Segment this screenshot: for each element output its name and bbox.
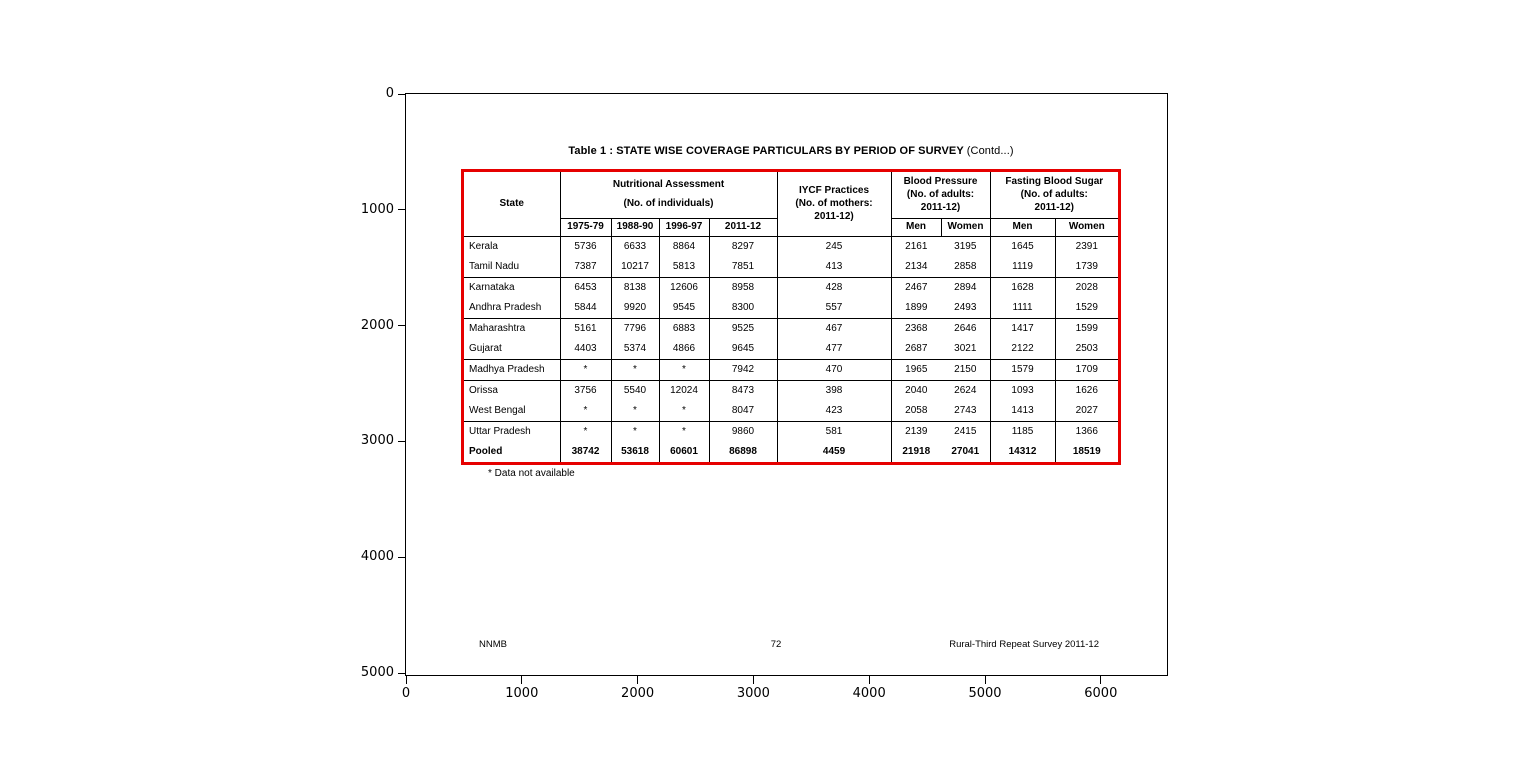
- value-cell: *: [611, 401, 659, 422]
- value-cell: 1413: [990, 401, 1055, 422]
- value-cell: 2493: [941, 298, 990, 319]
- value-cell: 9920: [611, 298, 659, 319]
- value-cell: 2624: [941, 380, 990, 401]
- footer-page-number: 72: [770, 639, 782, 650]
- value-cell: 1645: [990, 236, 1055, 257]
- table-row: [464, 257, 1118, 278]
- value-cell: 2134: [891, 257, 941, 278]
- x-tick-mark: [753, 676, 754, 684]
- y-tick-mark: [398, 209, 405, 210]
- plot-area: [360, 86, 1168, 701]
- value-cell: 413: [777, 257, 891, 278]
- col-header-fbs-women: Women: [1055, 218, 1118, 236]
- value-cell: 557: [777, 298, 891, 319]
- value-cell: 2161: [891, 236, 941, 257]
- col-header-blood-pressure: [891, 172, 990, 218]
- fbs-line2: (No. of adults:: [1020, 189, 1088, 201]
- x-tick-label: 2000: [621, 686, 655, 701]
- value-cell: 53618: [611, 442, 659, 462]
- value-cell: 2467: [891, 277, 941, 298]
- col-header-1996-97: 1996-97: [659, 218, 709, 236]
- table-row: [464, 318, 1118, 339]
- bp-line3: 2011-12): [920, 202, 961, 214]
- state-cell: Gujarat: [464, 339, 560, 360]
- y-tick-label: 5000: [360, 665, 394, 680]
- value-cell: *: [659, 401, 709, 422]
- value-cell: 9645: [709, 339, 777, 360]
- value-cell: 2391: [1055, 236, 1118, 257]
- iycf-line2: (No. of mothers:: [795, 198, 873, 210]
- col-header-fasting-blood-sugar: [990, 172, 1118, 218]
- value-cell: 5844: [560, 298, 611, 319]
- value-cell: 8473: [709, 380, 777, 401]
- x-tick-label: 4000: [852, 686, 886, 701]
- col-header-2011-12: 2011-12: [709, 218, 777, 236]
- y-tick-label: 0: [385, 86, 394, 101]
- value-cell: 9860: [709, 421, 777, 442]
- value-cell: *: [611, 359, 659, 380]
- table-row: [464, 401, 1118, 422]
- value-cell: 8297: [709, 236, 777, 257]
- value-cell: 3021: [941, 339, 990, 360]
- value-cell: 8864: [659, 236, 709, 257]
- value-cell: 1093: [990, 380, 1055, 401]
- value-cell: 12024: [659, 380, 709, 401]
- footer-survey-name: Rural-Third Repeat Survey 2011-12: [949, 639, 1099, 650]
- value-cell: 4459: [777, 442, 891, 462]
- value-cell: 428: [777, 277, 891, 298]
- value-cell: 12606: [659, 277, 709, 298]
- value-cell: 1119: [990, 257, 1055, 278]
- value-cell: 9545: [659, 298, 709, 319]
- value-cell: 1366: [1055, 421, 1118, 442]
- x-tick-mark: [637, 676, 638, 684]
- value-cell: 1185: [990, 421, 1055, 442]
- value-cell: 467: [777, 318, 891, 339]
- value-cell: 10217: [611, 257, 659, 278]
- value-cell: 5813: [659, 257, 709, 278]
- y-tick-mark: [398, 94, 405, 95]
- state-cell: Uttar Pradesh: [464, 421, 560, 442]
- y-tick-label: 1000: [360, 201, 394, 217]
- value-cell: 1417: [990, 318, 1055, 339]
- value-cell: 2415: [941, 421, 990, 442]
- y-tick-label: 4000: [360, 549, 394, 565]
- value-cell: 3756: [560, 380, 611, 401]
- value-cell: 1899: [891, 298, 941, 319]
- value-cell: 1626: [1055, 380, 1118, 401]
- value-cell: 5736: [560, 236, 611, 257]
- value-cell: 1529: [1055, 298, 1118, 319]
- value-cell: 7796: [611, 318, 659, 339]
- table-row: [464, 421, 1118, 442]
- table-row: [464, 339, 1118, 360]
- value-cell: 8047: [709, 401, 777, 422]
- y-tick-mark: [398, 441, 405, 442]
- value-cell: 2743: [941, 401, 990, 422]
- state-cell: Pooled: [464, 442, 560, 462]
- x-tick-label: 1000: [505, 686, 539, 701]
- table-row: [464, 277, 1118, 298]
- value-cell: *: [611, 421, 659, 442]
- value-cell: *: [659, 421, 709, 442]
- x-tick-label: 5000: [968, 686, 1002, 701]
- table-row: [464, 298, 1118, 319]
- value-cell: 4866: [659, 339, 709, 360]
- value-cell: 1579: [990, 359, 1055, 380]
- x-tick-mark: [985, 676, 986, 684]
- value-cell: 21918: [891, 442, 941, 462]
- state-cell: Madhya Pradesh: [464, 359, 560, 380]
- value-cell: 581: [777, 421, 891, 442]
- state-cell: Tamil Nadu: [464, 257, 560, 278]
- value-cell: 470: [777, 359, 891, 380]
- table-title-contd: (Contd...): [966, 145, 1014, 157]
- value-cell: 60601: [659, 442, 709, 462]
- value-cell: 18519: [1055, 442, 1118, 462]
- x-tick-mark: [406, 676, 407, 684]
- value-cell: 2858: [941, 257, 990, 278]
- x-tick-mark: [869, 676, 870, 684]
- value-cell: 4403: [560, 339, 611, 360]
- coverage-table-border: [461, 169, 1121, 465]
- value-cell: 7387: [560, 257, 611, 278]
- value-cell: *: [560, 359, 611, 380]
- table-row: [464, 380, 1118, 401]
- value-cell: 6883: [659, 318, 709, 339]
- x-tick-mark: [521, 676, 522, 684]
- state-cell: West Bengal: [464, 401, 560, 422]
- value-cell: 5374: [611, 339, 659, 360]
- table-row: [464, 236, 1118, 257]
- value-cell: 38742: [560, 442, 611, 462]
- value-cell: *: [560, 401, 611, 422]
- value-cell: 7942: [709, 359, 777, 380]
- bp-line2: (No. of adults:: [906, 189, 975, 201]
- value-cell: 14312: [990, 442, 1055, 462]
- col-header-state: State: [464, 172, 560, 236]
- fbs-line1: Fasting Blood Sugar: [1005, 176, 1104, 188]
- x-tick-label: 3000: [736, 686, 770, 701]
- value-cell: 2027: [1055, 401, 1118, 422]
- value-cell: 245: [777, 236, 891, 257]
- footer-nnmb: NNMB: [479, 639, 507, 650]
- value-cell: 5161: [560, 318, 611, 339]
- state-cell: Karnataka: [464, 277, 560, 298]
- value-cell: 1628: [990, 277, 1055, 298]
- state-cell: Andhra Pradesh: [464, 298, 560, 319]
- table-header-group-row: [464, 172, 1118, 218]
- col-header-1988-90: 1988-90: [611, 218, 659, 236]
- value-cell: 6633: [611, 236, 659, 257]
- value-cell: 27041: [941, 442, 990, 462]
- table-row: [464, 442, 1118, 462]
- col-header-iycf: [777, 172, 891, 236]
- col-header-nutritional-assessment: [560, 172, 777, 218]
- value-cell: 423: [777, 401, 891, 422]
- table-row: [464, 359, 1118, 380]
- fbs-line3: 2011-12): [1034, 202, 1075, 214]
- footnote-data-not-available: * Data not available: [488, 468, 575, 479]
- value-cell: 1709: [1055, 359, 1118, 380]
- table-title: [461, 145, 1121, 157]
- na-title: Nutritional Assessment: [612, 179, 725, 191]
- state-cell: Orissa: [464, 380, 560, 401]
- value-cell: 8138: [611, 277, 659, 298]
- value-cell: 7851: [709, 257, 777, 278]
- value-cell: 1599: [1055, 318, 1118, 339]
- value-cell: *: [560, 421, 611, 442]
- value-cell: 2040: [891, 380, 941, 401]
- value-cell: 5540: [611, 380, 659, 401]
- state-cell: Maharashtra: [464, 318, 560, 339]
- y-tick-mark: [398, 557, 405, 558]
- value-cell: 2368: [891, 318, 941, 339]
- value-cell: 2150: [941, 359, 990, 380]
- value-cell: *: [659, 359, 709, 380]
- value-cell: 9525: [709, 318, 777, 339]
- bp-line1: Blood Pressure: [903, 176, 978, 188]
- col-header-bp-women: Women: [941, 218, 990, 236]
- coverage-table: [464, 172, 1118, 462]
- state-cell: Kerala: [464, 236, 560, 257]
- na-subtitle: (No. of individuals): [623, 198, 714, 210]
- y-tick-mark: [398, 325, 405, 326]
- x-tick-mark: [1100, 676, 1101, 684]
- value-cell: 8958: [709, 277, 777, 298]
- y-tick-label: 2000: [360, 317, 394, 333]
- value-cell: 398: [777, 380, 891, 401]
- value-cell: 2503: [1055, 339, 1118, 360]
- value-cell: 2894: [941, 277, 990, 298]
- value-cell: 2139: [891, 421, 941, 442]
- y-tick-label: 3000: [360, 433, 394, 449]
- value-cell: 2058: [891, 401, 941, 422]
- iycf-line3: 2011-12): [814, 211, 854, 223]
- iycf-line1: IYCF Practices: [798, 185, 870, 197]
- value-cell: 6453: [560, 277, 611, 298]
- value-cell: 1965: [891, 359, 941, 380]
- value-cell: 2687: [891, 339, 941, 360]
- value-cell: 2028: [1055, 277, 1118, 298]
- value-cell: 86898: [709, 442, 777, 462]
- col-header-fbs-men: Men: [990, 218, 1055, 236]
- value-cell: 1111: [990, 298, 1055, 319]
- table-title-main: Table 1 : STATE WISE COVERAGE PARTICULARS BY PERIOD OF SURVEY: [568, 145, 964, 157]
- value-cell: 3195: [941, 236, 990, 257]
- value-cell: 2122: [990, 339, 1055, 360]
- x-tick-label: 6000: [1084, 686, 1118, 701]
- value-cell: 1739: [1055, 257, 1118, 278]
- value-cell: 2646: [941, 318, 990, 339]
- x-tick-label: 0: [401, 686, 411, 701]
- value-cell: 8300: [709, 298, 777, 319]
- col-header-bp-men: Men: [891, 218, 941, 236]
- value-cell: 477: [777, 339, 891, 360]
- col-header-1975-79: 1975-79: [560, 218, 611, 236]
- y-tick-mark: [398, 673, 405, 674]
